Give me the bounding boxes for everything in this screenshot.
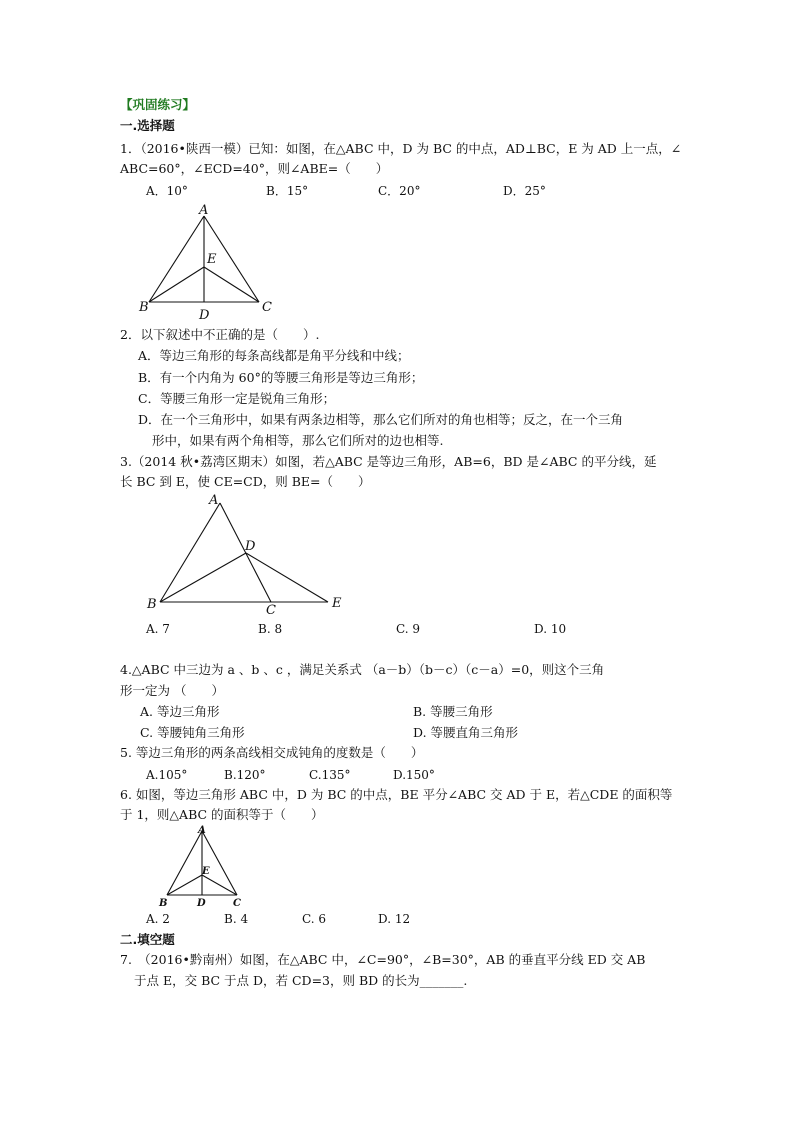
q4-option-b: B. 等腰三角形 (413, 704, 493, 719)
q1-segment-ce (204, 267, 259, 302)
section-heading: 【巩固练习】 (120, 97, 196, 112)
q1-label-b: B (139, 300, 149, 315)
q2-stem: 2．以下叙述中不正确的是（ ）. (120, 327, 320, 342)
q6-triangle-figure (155, 822, 250, 910)
q1-label-e: E (207, 252, 217, 267)
q4-option-c: C. 等腰钝角三角形 (140, 725, 245, 740)
q1-option-b: B．15° (266, 184, 309, 198)
q5-option-d: D.150° (393, 768, 435, 782)
q1-segment-ab (149, 216, 204, 302)
q6-option-c: C. 6 (302, 912, 327, 926)
q6-option-d: D. 12 (378, 912, 411, 926)
q3-label-e: E (332, 596, 342, 611)
q7-text-line2: 于点 E，交 BC 于点 D，若 CD=3，则 BD 的长为_______. (134, 973, 468, 988)
q1-option-c: C．20° (378, 184, 421, 198)
q1-triangle-figure (135, 200, 285, 325)
q4-text-line2: 形一定为 （ ） (120, 683, 224, 698)
q2-option-c: C．等腰三角形一定是锐角三角形； (138, 391, 336, 406)
q5-stem: 5. 等边三角形的两条高线相交成钝角的度数是（ ） (120, 745, 424, 760)
q3-segment-bd (160, 553, 246, 602)
q1-text-line1: 1．（2016•陕西一模）已知：如图，在△ABC 中，D 为 BC 的中点，AD⊥BC，E 为 AD 上一点，∠ (120, 141, 682, 156)
q4-text-line1: 4.△ABC 中三边为 a 、b 、c ，满足关系式 （a－b）（b－c）（c－a）=0，则这个三角 (120, 662, 605, 677)
q1-label-c: C (262, 300, 272, 315)
q6-option-b: B. 4 (224, 912, 249, 926)
q5-option-c: C.135° (309, 768, 351, 782)
q1-option-a: A．10° (146, 184, 188, 198)
q3-segment-ab (160, 503, 220, 602)
q1-segment-be (149, 267, 204, 302)
part1-title: 一.选择题 (120, 118, 175, 133)
q3-option-c: C. 9 (396, 622, 421, 636)
q1-option-d: D．25° (503, 184, 546, 198)
q3-label-a: A (209, 493, 219, 508)
q3-label-c: C (266, 603, 276, 618)
q2-option-a: A．等边三角形的每条高线都是角平分线和中线； (138, 348, 410, 363)
q1-label-a: A (199, 203, 209, 218)
q2-option-d-line2: 形中，如果有两个角相等，那么它们所对的边也相等. (152, 433, 444, 448)
part2-title: 二.填空题 (120, 932, 175, 947)
q4-option-d: D. 等腰直角三角形 (413, 725, 519, 740)
q6-text-line2: 于 1，则△ABC 的面积等于（ ） (120, 807, 324, 822)
q3-text-line2: 长 BC 到 E，使 CE=CD，则 BE=（ ） (120, 474, 371, 489)
q6-option-a: A. 2 (146, 912, 170, 926)
q5-option-a: A.105° (146, 768, 188, 782)
q6-label-b: B (159, 898, 168, 909)
q6-text-line1: 6. 如图，等边三角形 ABC 中，D 为 BC 的中点，BE 平分∠ABC 交 AD 于 E，若△CDE 的面积等 (120, 787, 673, 802)
q6-label-e: E (202, 866, 210, 877)
q4-option-a: A. 等边三角形 (140, 704, 220, 719)
q3-label-d: D (245, 539, 256, 554)
q3-label-b: B (147, 597, 157, 612)
q5-option-b: B.120° (224, 768, 266, 782)
q3-triangle-figure (140, 488, 355, 618)
q3-option-a: A. 7 (146, 622, 170, 636)
q2-option-b: B．有一个内角为 60°的等腰三角形是等边三角形； (138, 370, 424, 385)
q1-text-line2: ABC=60°，∠ECD=40°，则∠ABE=（ ） (120, 161, 389, 176)
q2-option-d-line1: D．在一个三角形中，如果有两条边相等，那么它们所对的角也相等；反之，在一个三角 (138, 412, 624, 427)
q1-label-d: D (199, 308, 210, 323)
q3-option-b: B. 8 (258, 622, 283, 636)
q3-text-line1: 3.（2014 秋•荔湾区期末）如图，若△ABC 是等边三角形，AB=6，BD 是∠ABC 的平分线，延 (120, 454, 657, 469)
q6-label-c: C (233, 898, 241, 909)
q6-label-d: D (197, 898, 206, 909)
q3-option-d: D. 10 (534, 622, 567, 636)
q6-label-a: A (198, 825, 206, 836)
q7-text-line1: 7. （2016•黔南州）如图，在△ABC 中，∠C=90°，∠B=30°，AB 的垂直平分线 ED 交 AB (120, 952, 646, 967)
